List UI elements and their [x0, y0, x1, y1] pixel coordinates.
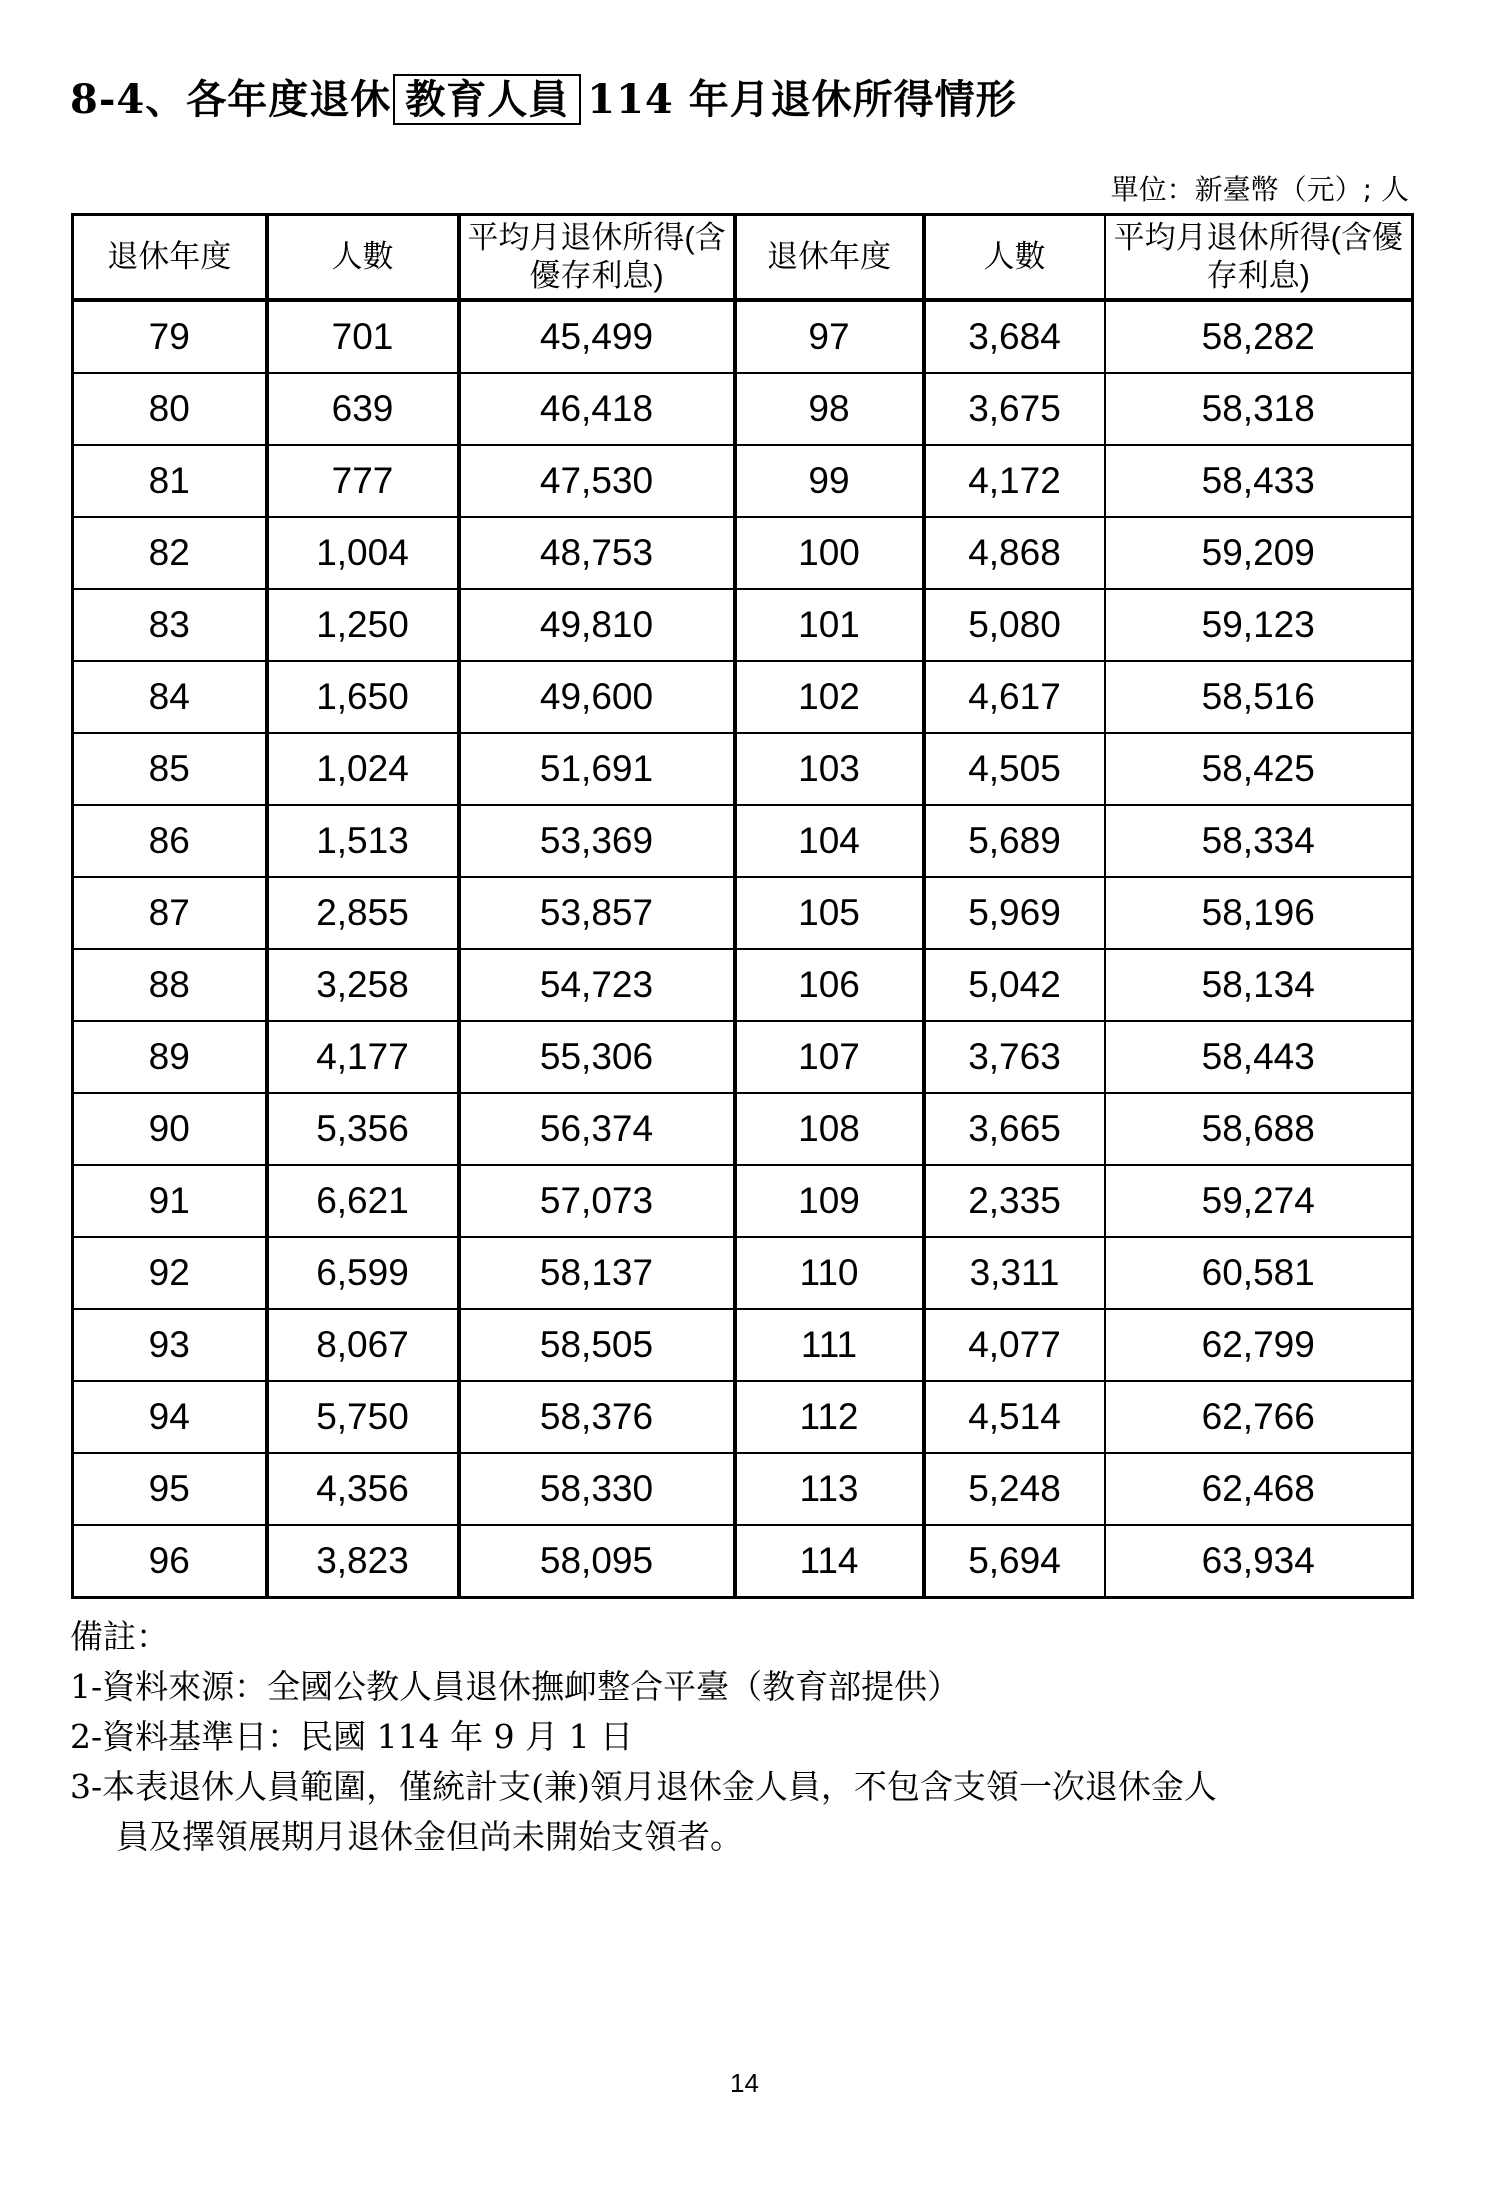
cell-avg-income-right: 59,209: [1105, 517, 1413, 589]
cell-avg-income-right: 60,581: [1105, 1237, 1413, 1309]
cell-retire-year-right: 110: [735, 1237, 924, 1309]
cell-count-right: 3,684: [924, 300, 1105, 373]
cell-retire-year-left: 86: [73, 805, 267, 877]
table-row: [73, 1309, 1413, 1381]
table-row: [73, 661, 1413, 733]
cell-retire-year-left: 94: [73, 1381, 267, 1453]
cell-avg-income-right: 58,516: [1105, 661, 1413, 733]
cell-count-left: 5,750: [267, 1381, 459, 1453]
cell-retire-year-left: 96: [73, 1525, 267, 1598]
note-item: 3-本表退休人員範圍，僅統計支(兼)領月退休金人員，不包含支領一次退休金人: [70, 1767, 1217, 1806]
cell-avg-income-right: 58,318: [1105, 373, 1413, 445]
cell-avg-income-left: 57,073: [459, 1165, 735, 1237]
cell-retire-year-right: 113: [735, 1453, 924, 1525]
cell-retire-year-left: 85: [73, 733, 267, 805]
cell-count-left: 8,067: [267, 1309, 459, 1381]
cell-count-right: 3,665: [924, 1093, 1105, 1165]
table-row: [73, 1525, 1413, 1598]
cell-avg-income-right: 59,123: [1105, 589, 1413, 661]
unit-label: 單位：新臺幣（元）; 人: [1110, 173, 1409, 206]
cell-retire-year-right: 106: [735, 949, 924, 1021]
cell-avg-income-left: 55,306: [459, 1021, 735, 1093]
cell-retire-year-right: 97: [735, 300, 924, 373]
cell-avg-income-right: 58,433: [1105, 445, 1413, 517]
cell-avg-income-left: 53,369: [459, 805, 735, 877]
cell-count-right: 5,080: [924, 589, 1105, 661]
table-row: [73, 1453, 1413, 1525]
table-row: [73, 1165, 1413, 1237]
cell-retire-year-left: 93: [73, 1309, 267, 1381]
cell-count-right: 4,868: [924, 517, 1105, 589]
header-count-right: 人數: [924, 215, 1105, 301]
cell-retire-year-left: 89: [73, 1021, 267, 1093]
cell-retire-year-right: 101: [735, 589, 924, 661]
cell-avg-income-right: 58,425: [1105, 733, 1413, 805]
cell-retire-year-right: 98: [735, 373, 924, 445]
cell-count-left: 1,513: [267, 805, 459, 877]
cell-retire-year-right: 100: [735, 517, 924, 589]
cell-count-left: 1,004: [267, 517, 459, 589]
cell-retire-year-left: 81: [73, 445, 267, 517]
table-row: [73, 373, 1413, 445]
cell-avg-income-left: 58,376: [459, 1381, 735, 1453]
cell-avg-income-right: 62,766: [1105, 1381, 1413, 1453]
cell-avg-income-left: 51,691: [459, 733, 735, 805]
page-number: 14: [730, 2068, 759, 2098]
retirement-income-table: [71, 213, 1414, 1599]
cell-count-left: 6,599: [267, 1237, 459, 1309]
cell-count-right: 4,172: [924, 445, 1105, 517]
note-item: 2-資料基準日：民國 114 年 9 月 1 日: [70, 1717, 634, 1756]
cell-retire-year-left: 80: [73, 373, 267, 445]
cell-avg-income-left: 58,330: [459, 1453, 735, 1525]
cell-avg-income-right: 63,934: [1105, 1525, 1413, 1598]
cell-retire-year-left: 91: [73, 1165, 267, 1237]
table-row: [73, 589, 1413, 661]
table-row: [73, 445, 1413, 517]
cell-retire-year-right: 102: [735, 661, 924, 733]
note-item-continuation: 員及擇領展期月退休金但尚未開始支領者。: [116, 1817, 743, 1856]
cell-retire-year-left: 92: [73, 1237, 267, 1309]
note-item: 1-資料來源：全國公教人員退休撫卹整合平臺（教育部提供）: [70, 1667, 961, 1706]
table-row: [73, 1381, 1413, 1453]
table-row: [73, 1093, 1413, 1165]
cell-avg-income-left: 58,095: [459, 1525, 735, 1598]
title-suffix: 114 年月退休所得情形: [587, 76, 1017, 123]
cell-avg-income-left: 49,600: [459, 661, 735, 733]
cell-count-left: 777: [267, 445, 459, 517]
cell-avg-income-right: 62,799: [1105, 1309, 1413, 1381]
cell-count-right: 4,505: [924, 733, 1105, 805]
cell-count-right: 2,335: [924, 1165, 1105, 1237]
table-row: [73, 733, 1413, 805]
cell-avg-income-right: 58,196: [1105, 877, 1413, 949]
cell-avg-income-left: 54,723: [459, 949, 735, 1021]
cell-count-left: 639: [267, 373, 459, 445]
table-header-row: [73, 215, 1413, 301]
cell-count-left: 2,855: [267, 877, 459, 949]
cell-count-left: 1,250: [267, 589, 459, 661]
table-row: [73, 805, 1413, 877]
cell-avg-income-left: 58,505: [459, 1309, 735, 1381]
header-count-left: 人數: [267, 215, 459, 301]
cell-retire-year-right: 107: [735, 1021, 924, 1093]
cell-count-right: 5,694: [924, 1525, 1105, 1598]
title-prefix: 8-4、各年度退休: [70, 76, 392, 123]
cell-count-left: 701: [267, 300, 459, 373]
cell-avg-income-right: 58,334: [1105, 805, 1413, 877]
cell-avg-income-right: 59,274: [1105, 1165, 1413, 1237]
cell-retire-year-left: 90: [73, 1093, 267, 1165]
cell-count-right: 3,763: [924, 1021, 1105, 1093]
header-retire-year-right: 退休年度: [735, 215, 924, 301]
cell-avg-income-left: 47,530: [459, 445, 735, 517]
cell-count-left: 5,356: [267, 1093, 459, 1165]
table-row: [73, 877, 1413, 949]
cell-avg-income-right: 58,282: [1105, 300, 1413, 373]
notes-heading: 備註：: [70, 1617, 169, 1656]
cell-count-right: 3,675: [924, 373, 1105, 445]
cell-retire-year-right: 104: [735, 805, 924, 877]
cell-count-left: 4,356: [267, 1453, 459, 1525]
cell-retire-year-right: 108: [735, 1093, 924, 1165]
cell-count-left: 1,650: [267, 661, 459, 733]
cell-retire-year-right: 109: [735, 1165, 924, 1237]
page-title: [70, 68, 1017, 125]
cell-retire-year-left: 83: [73, 589, 267, 661]
header-retire-year-left: 退休年度: [73, 215, 267, 301]
cell-retire-year-right: 103: [735, 733, 924, 805]
cell-avg-income-left: 58,137: [459, 1237, 735, 1309]
cell-count-left: 4,177: [267, 1021, 459, 1093]
cell-count-right: 4,514: [924, 1381, 1105, 1453]
cell-avg-income-left: 56,374: [459, 1093, 735, 1165]
table-row: [73, 949, 1413, 1021]
cell-avg-income-right: 58,443: [1105, 1021, 1413, 1093]
cell-count-left: 1,024: [267, 733, 459, 805]
cell-retire-year-left: 87: [73, 877, 267, 949]
cell-avg-income-right: 62,468: [1105, 1453, 1413, 1525]
cell-retire-year-right: 99: [735, 445, 924, 517]
cell-retire-year-left: 82: [73, 517, 267, 589]
cell-count-left: 3,258: [267, 949, 459, 1021]
cell-retire-year-right: 112: [735, 1381, 924, 1453]
cell-avg-income-left: 49,810: [459, 589, 735, 661]
table-row: [73, 1237, 1413, 1309]
title-boxed-text: 教育人員: [393, 74, 581, 125]
cell-avg-income-left: 53,857: [459, 877, 735, 949]
cell-retire-year-left: 79: [73, 300, 267, 373]
cell-count-right: 5,248: [924, 1453, 1105, 1525]
cell-count-right: 5,042: [924, 949, 1105, 1021]
cell-retire-year-right: 111: [735, 1309, 924, 1381]
cell-avg-income-left: 45,499: [459, 300, 735, 373]
cell-retire-year-right: 114: [735, 1525, 924, 1598]
cell-retire-year-right: 105: [735, 877, 924, 949]
header-avg-income-right: 平均月退休所得(含優存利息): [1105, 215, 1413, 301]
cell-count-right: 5,689: [924, 805, 1105, 877]
header-avg-income-left: 平均月退休所得(含優存利息): [459, 215, 735, 301]
cell-retire-year-left: 84: [73, 661, 267, 733]
table-body: [73, 300, 1413, 1598]
cell-avg-income-right: 58,134: [1105, 949, 1413, 1021]
cell-count-left: 6,621: [267, 1165, 459, 1237]
table-row: [73, 517, 1413, 589]
cell-count-left: 3,823: [267, 1525, 459, 1598]
cell-avg-income-right: 58,688: [1105, 1093, 1413, 1165]
cell-count-right: 5,969: [924, 877, 1105, 949]
cell-avg-income-left: 46,418: [459, 373, 735, 445]
cell-retire-year-left: 95: [73, 1453, 267, 1525]
cell-avg-income-left: 48,753: [459, 517, 735, 589]
notes-section: [70, 1612, 1430, 1862]
cell-count-right: 4,077: [924, 1309, 1105, 1381]
cell-count-right: 3,311: [924, 1237, 1105, 1309]
cell-count-right: 4,617: [924, 661, 1105, 733]
table-row: [73, 300, 1413, 373]
cell-retire-year-left: 88: [73, 949, 267, 1021]
table-row: [73, 1021, 1413, 1093]
